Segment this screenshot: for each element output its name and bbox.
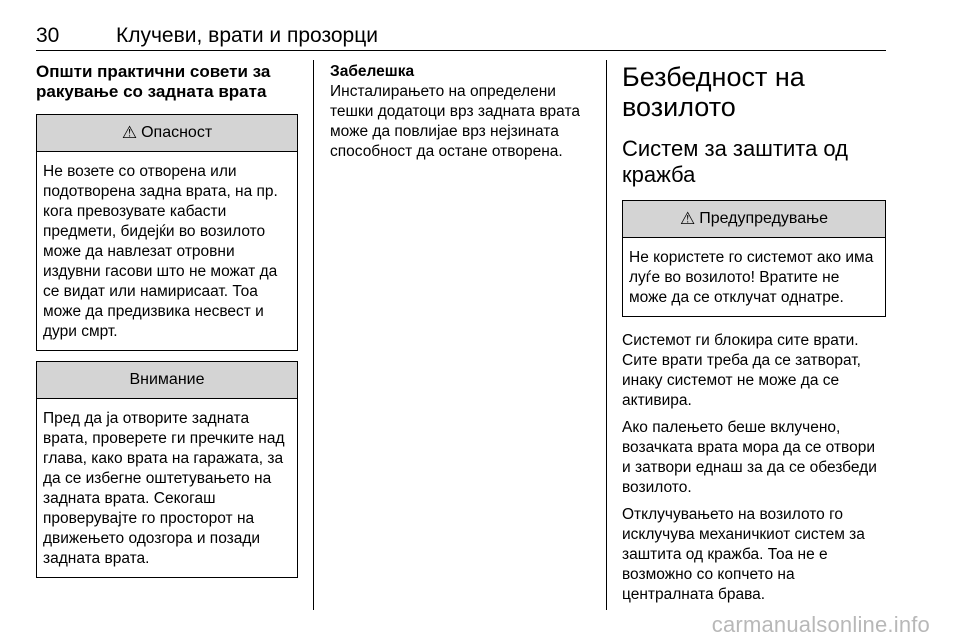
caution-box-header [37,362,297,399]
warning-box-header [623,201,885,238]
column-left [36,62,298,588]
paragraph: Ако палењето беше вклучено, возачката врата мора да се отвори и затвори еднаш за да се обезбеди возилото. [622,419,877,496]
warning-box-title: Предупредување [699,210,829,227]
note-title: Забелешка [330,63,415,80]
header-divider [36,50,886,51]
caution-box-title: Внимание [129,371,205,388]
subsection-title: Систем за заштита од кражба [622,136,849,187]
warning-box [622,200,886,317]
warning-box-body: Не користете го системот ако има луѓе во возилото! Вратите не може да се отклучат однатре. [629,249,874,306]
danger-box [36,114,298,351]
page-number: 30 [36,24,60,47]
caution-box [36,361,298,578]
section-heading: Општи практични совети за ракување со задната врата [36,62,271,101]
column-middle [330,62,580,162]
warning-triangle-icon: ⚠ [679,209,696,228]
column-divider-2 [606,60,607,610]
paragraph: Системот ги блокира сите врати. Сите врати треба да се затворат, инаку системот не може да се активира. [622,332,861,409]
chapter-title: Клучеви, врати и прозорци [116,24,378,47]
warning-triangle-icon: ⚠ [121,123,138,142]
page-header [36,8,886,47]
danger-box-header [37,115,297,152]
section-title: Безбедност на возилото [622,62,805,122]
danger-box-body: Не возете со отворена или подотворена задна врата, на пр. кога превозувате кабасти предмети, бидејќи во возилото може да навлезат отровни издувни гасови што не можат да се видат или намирисаат. Тоа може да предизвика несвест и дури смрт. [43,163,278,340]
danger-box-title: Опасност [141,124,213,141]
caution-box-body: Пред да ја отворите задната врата, проверете ги пречките над глава, како врата на гаражата, за да се избегне оштетувањето на задната врата. Секогаш проверувајте го просторот на движењето одозгора и позади задната врата. [43,410,285,567]
watermark-link[interactable]: carmanualsonline.info [711,612,930,637]
note-text: Инсталирањето на определени тешки додатоци врз задната врата може да повлијае врз нејзината способност да остане отворена. [330,83,580,160]
column-right [622,62,886,612]
column-divider-1 [313,60,314,610]
paragraph: Отклучувањето на возилото го исклучува механичкиот систем за заштита од кражба. Тоа не е возможно со копчето на централната брава. [622,506,865,603]
